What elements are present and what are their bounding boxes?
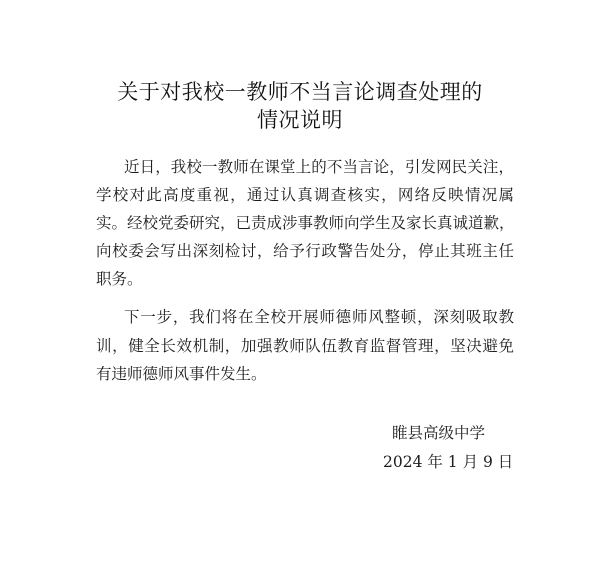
paragraph-2-line: 训，健全长效机制，加强教师队伍教育监督管理，坚决避免 xyxy=(96,337,514,355)
paragraph-1-line: 近日，我校一教师在课堂上的不当言论，引发网民关注， xyxy=(124,158,514,176)
paragraph-2-line: 有违师德师风事件发生。 xyxy=(96,365,267,383)
document-title-line-1: 关于对我校一教师不当言论调查处理的 xyxy=(117,80,483,104)
paragraph-1-line: 向校委会写出深刻检讨，给予行政警告处分，停止其班主任 xyxy=(96,242,514,260)
paragraph-1-line: 学校对此高度重视，通过认真调查核实，网络反映情况属 xyxy=(96,186,514,204)
document-title-line-2: 情况说明 xyxy=(257,108,343,132)
signature-organization: 睢县高级中学 xyxy=(392,424,486,442)
signature-date: 2024 年 1 月 9 日 xyxy=(383,453,514,471)
paragraph-2-line: 下一步，我们将在全校开展师德师风整顿，深刻吸取教 xyxy=(124,308,514,326)
paragraph-1-line: 职务。 xyxy=(96,270,143,288)
paragraph-1-line: 实。经校党委研究，已责成涉事教师向学生及家长真诚道歉， xyxy=(96,214,515,232)
